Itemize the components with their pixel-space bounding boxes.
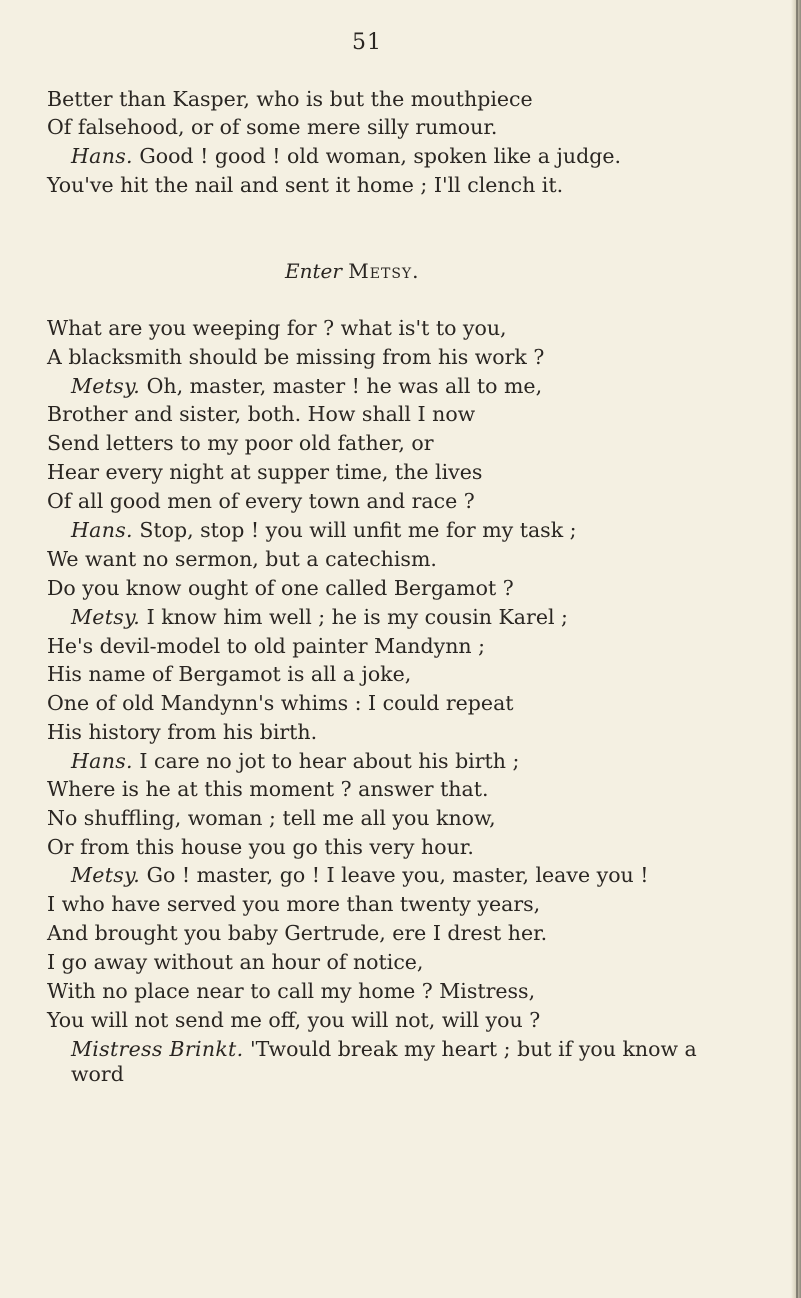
verse-line <box>47 459 482 485</box>
verse-line <box>71 1036 697 1062</box>
line-text: One of old Mandynn's whims : I could repeat <box>47 691 514 715</box>
page-edge-line <box>796 0 798 1298</box>
speaker-name: Metsy. <box>71 863 141 887</box>
verse-line <box>47 172 563 198</box>
verse-line <box>47 719 317 745</box>
line-text: I know him well ; he is my cousin Karel ; <box>146 605 568 629</box>
verse-line <box>47 805 496 831</box>
stage-direction-enter: Enter <box>285 259 342 283</box>
line-text: Do you know ought of one called Bergamot ? <box>47 576 514 600</box>
line-text: Better than Kasper, who is but the mouthpiece <box>47 87 533 111</box>
verse-line <box>47 949 423 975</box>
line-text: And brought you baby Gertrude, ere I drest her. <box>47 921 548 945</box>
line-text: 'Twould break my heart ; but if you know a <box>249 1037 697 1061</box>
line-text: I care no jot to hear about his birth ; <box>139 749 520 773</box>
verse-line <box>47 575 514 601</box>
verse-line <box>47 430 434 456</box>
speaker-name: Mistress Brinkt. <box>71 1037 244 1061</box>
verse-line <box>47 690 514 716</box>
verse-line <box>71 143 621 169</box>
verse-line <box>47 401 475 427</box>
verse-line <box>47 661 411 687</box>
verse-line <box>47 1007 540 1033</box>
line-text: With no place near to call my home ? Mistress, <box>47 979 536 1003</box>
line-text: Of all good men of every town and race ? <box>47 489 475 513</box>
verse-line <box>71 604 568 630</box>
line-text: I who have served you more than twenty years, <box>47 892 541 916</box>
verse-line <box>47 315 507 341</box>
stage-direction <box>285 259 420 283</box>
speaker-name: Hans. <box>71 144 133 168</box>
verse-line <box>47 834 474 860</box>
verse-line <box>47 920 547 946</box>
verse-line <box>71 748 519 774</box>
line-text: A blacksmith should be missing from his work ? <box>47 345 545 369</box>
speaker-name: Hans. <box>71 518 133 542</box>
verse-line <box>47 114 497 140</box>
verse-line <box>47 344 544 370</box>
line-text: No shuffling, woman ; tell me all you know, <box>47 806 496 830</box>
verse-line <box>71 1061 124 1087</box>
line-text: Of falsehood, or of some mere silly rumour. <box>47 115 498 139</box>
verse-line <box>47 891 540 917</box>
line-text: I go away without an hour of notice, <box>47 950 424 974</box>
verse-line <box>47 86 533 112</box>
line-text: Send letters to my poor old father, or <box>47 431 434 455</box>
verse-line <box>47 978 535 1004</box>
verse-line <box>47 633 485 659</box>
line-text: Hear every night at supper time, the lives <box>47 460 483 484</box>
line-text: Brother and sister, both. How shall I now <box>47 402 476 426</box>
speaker-name: Metsy. <box>71 605 141 629</box>
speaker-name: Metsy. <box>71 374 141 398</box>
line-text: His history from his birth. <box>47 720 318 744</box>
line-text: You will not send me off, you will not, will you ? <box>47 1008 541 1032</box>
line-text: Good ! good ! old woman, spoken like a judge. <box>139 144 621 168</box>
line-text: We want no sermon, but a catechism. <box>47 547 437 571</box>
page-number: 51 <box>352 30 382 55</box>
line-text: Where is he at this moment ? answer that. <box>47 777 489 801</box>
verse-line <box>71 517 577 543</box>
verse-line <box>47 776 488 802</box>
line-text: He's devil-model to old painter Mandynn ; <box>47 634 486 658</box>
line-text: Or from this house you go this very hour. <box>47 835 474 859</box>
line-text: You've hit the nail and sent it home ; I'll clench it. <box>47 173 564 197</box>
stage-direction-character: Metsy. <box>348 259 420 283</box>
line-text: His name of Bergamot is all a joke, <box>47 662 412 686</box>
verse-line <box>47 546 437 572</box>
verse-line <box>71 373 542 399</box>
line-text: Go ! master, go ! I leave you, master, leave you ! <box>146 863 649 887</box>
speaker-name: Hans. <box>71 749 133 773</box>
line-text: What are you weeping for ? what is't to you, <box>47 316 507 340</box>
verse-line <box>47 488 475 514</box>
line-text: word <box>71 1062 124 1086</box>
line-text: Stop, stop ! you will unfit me for my task ; <box>139 518 577 542</box>
verse-line <box>71 862 649 888</box>
line-text: Oh, master, master ! he was all to me, <box>146 374 543 398</box>
